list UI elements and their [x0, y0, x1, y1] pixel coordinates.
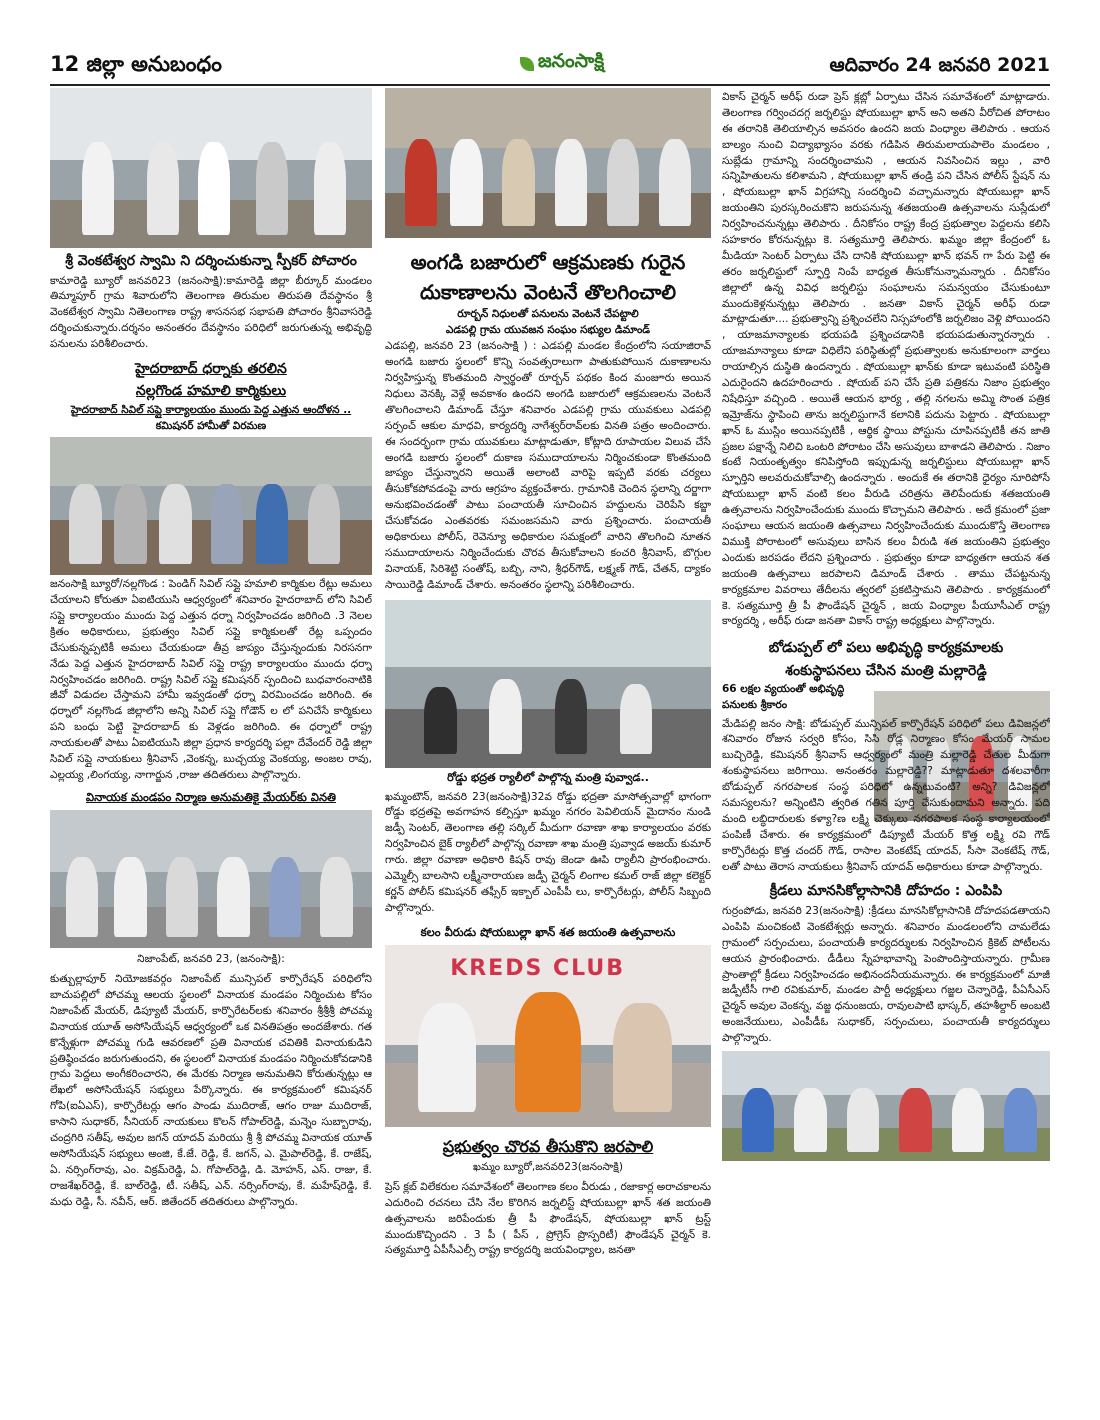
headline-hamali-1: హైదరాబాద్ ధర్నాకు తరలిన — [135, 360, 287, 377]
subhead-angadi-2: ఎడపల్లి గ్రామ యువజన సంఘం సభ్యుల డిమాండ్ — [445, 323, 651, 336]
dateline-vinayaka: నిజాంపేట్, జనవరి 23, (జనంసాక్షి): — [137, 953, 285, 966]
headline-shoaibullah: కలం వీరుడు షోయబుల్లా ఖాన్ శత జయంతి ఉత్సవాలను — [420, 924, 676, 939]
subhead-angadi-1: రూర్బన్ నిధులతో పనులను వెంటనే చేపట్టాలి — [457, 308, 639, 320]
logo-text: జనంసాక్షి — [537, 50, 605, 72]
photo-hamali-dharna — [50, 437, 372, 575]
photo-angadi-bazaar — [385, 88, 711, 238]
article-vinayaka-mandapam: కుత్బుల్లాపూర్ నియోజకవర్గం నిజాంపేట్ మున్సిపల్ కార్పొరేషన్ పరిధిలోని బాచుపల్లిలో పోచమ్మ ఆలయ స్థలంలో వినాయక మండపం నిర్మించుట కోసం నిజాంపేట్ మేయర్, డిప్యూటీ మేయర్, కార్పొరేటర్‌లకు శనివారం శ్రీశ్రీశ్రీ పోచమ్మ వినాయక యూత్ అసోసియేషన్ ఆధ్వర్యంలో ఒక వినతిపత్రం అందజేశారు. గత కొన్నేళ్లుగా పోచమ్మ గుడి ఆవరణలో ప్రతి వినాయక చవితికి వినాయకుడిని ప్రతిష్ఠించడం జరుగుతుందని, ఈ స్థలంలో వినాయక మండపం నిర్మించుకోవడానికి గ్రామ పెద్దలు అంగీకరించారని, ఈ మేరకు నిర్మాణ అనుమతిని కోరుతున్నట్లు ఆ లేఖలో అసోసియేషన్ సభ్యులు పేర్కొన్నారు. ఈ కార్యక్రమంలో కమిషనర్ గోపి(ఐఏఎస్), కార్పొరేటర్లు ఆగం పాండు ముదిరాజ్, ఆగం రాజు ముదిరాజ్, కాసాని సుధాకర్, సీనియర్ నాయకులు కొలన్ గోపాల్‌రెడ్డి, మన్నెం సుబ్బారావు, చంద్రగిరి సతీష్, అవుల జగన్ యాదవ్ మరియు శ్రీ శ్రీ పోచమ్మ వినాయక యూత్ అసోసియేషన్ సభ్యులు అంజి, కే.జే. రెడ్డి, కే. జగన్, ఎ. మైపాల్‌రెడ్డి, కే. రాజేష్, ఏ. నర్సింగ్‌రావు, ఎం. విక్రమ్‌రెడ్డి, ఏ. గోపాల్‌రెడ్డి, డి. మోహన్, ఎస్. రాజు, కే. రాజశేఖర్‌రెడ్డి, కే. బాల్‌రెడ్డి, టీ. సతీష్, ఎన్. నర్సింగ్‌రావు, కే. మహేష్‌రెడ్డి, కే. మధు రెడ్డి, సీ. నవీన్, ఆర్. జితేందర్ తదితరులు పాల్గొన్నారు. — [50, 973, 372, 1208]
article-shoaibullah: ప్రెస్ క్లబ్ విలేకరుల సమావేశంలో తెలంగాణ కలం వీరుడు , రజాకార్ల అరాచకాలను ఎదురించి రచనలు చేసి నేల కొరిగిన జర్నలిస్ట్ షోయబుల్లా ఖాన్ శత జయంతి ఉత్సవాలను జరిపేందుకు త్రీ పీ ఫౌండేషన్, షోయబుల్లా ఖాన్ ట్రస్ట్ ముందుకొచ్చిందని . 3 పీ ( పీస్ , ప్రోగ్రెస్ ప్రొస్పరిటీ) ఫౌండేషన్ చైర్మన్ కె. సత్యమూర్తి ఏపీసీఎల్సీ రాష్ట్ర కార్యదర్శి జయవింధ్యాల, జనతా — [385, 1180, 711, 1257]
headline-hamali-2: నల్లగొండ హమాలి కార్మికులు — [135, 383, 287, 400]
article-shoaibullah-continued: వికాస్ చైర్మన్ అరీఫ్ రుడా ప్రెస్ క్లబ్లో ఏర్పాటు చేసిన సమావేశంలో మాట్లాడారు. తెలంగాణ గర్వించదగ్గ జర్నలిస్టు షోయబుల్లా ఖాన్ అని అతని వీరోచిత పోరాటం ఈ తరానికి తెలియాల్సిన అవసరం ఉందని జయ వింధ్యాల తెలిపారు . ఆయన బాల్యం నుంచి విద్యాభ్యాసం వరకు గడిపిన తిరుమలాయపాలెం మండలం , సుబ్లేడు గ్రామాన్ని సందర్శించామని , ఆయన నివసించిన ఇల్లు , వారి సన్నిహితులను కలిశామని , షోయబుల్లా ఖాన్ తండ్రి పని చేసిన పోలీస్ స్టేషన్ ను , షోయబుల్లా ఖాన్ విగ్రహాన్ని సందర్శించి వచ్చామన్నారు షోయబుల్లా ఖాన్ జయంతిని పురస్కరించుకొని జరుపనున్న శతజయంతి ఉత్సవాలను సుస్లేడులో నిర్వహించనున్నట్లు తెలిపారు . దీనికోసం రాష్ట్ర కేంద్ర ప్రభుత్వాల పెద్దలను కలిసి సహకారం కోరనున్నట్లు కె. సత్యమూర్తి తెలిపారు. ఖమ్మం జిల్లా కేంద్రంలో ఓ మీడియా సెంటర్ ఏర్పాటు చేసి దానికి షోయబుల్లా ఖాన్ భవన్ గా పేరు పెట్టి ఈ తరం జర్నలిస్టులో స్ఫూర్తి నింపే బాధ్యత తీసుకోనున్నామన్నారు . దీనికోసం జిల్లాలో ఉన్న వివిధ జర్నలిస్టు సంఘాలను సమన్వయం చేసుకుంటూ ముందుకెళ్లనున్నట్లు తెలిపారు . జనతా వికాస్ చైర్మన్ అరీఫ్ రుడా మాట్లాడుతూ.... ప్రభుత్వాన్ని ప్రశ్నించలేని నిస్సహాంలోకి జర్నలిజం వెళ్లి పోయిందని , యాజమాన్యాలకు భయపడి ప్రశ్నించడానికి భయపడుతున్నారన్నారు . యాజమాన్యాలు కూడా విధిలేని పరిస్థితుల్లో ప్రభుత్వాలకు అనుకూలంగా వార్తలు రాయాల్సిన దుస్థితి ఉందన్నారు . షోయబుల్లా ఖాన్‌కు కూడా ఇటువంటి పరిస్థితి ఎదురైందని ఉదహరించారు . షోయబ్ పని చేసే ప్రతి పత్రికను నిజాం ప్రభుత్వం నిషేధిస్తూ వచ్చింది . అయితే ఆయన భార్య , తల్లి నగలను అమ్మి సొంత పత్రిక ఇమ్రోజ్‌ను స్థాపించి తాను జర్నలిస్టుగానే కలానికి పదును పెట్టారు . షోయబుల్లా ఖాన్ ఓ ముస్లిం అయినప్పటికీ , ఆర్థిక స్థాయి పోస్టును చూపినప్పటికీ తన జాతి ప్రజల పక్షాన్నే నిలిచి ఒంటరి పోరాటం చేసి అసువులు బాశాడని తెలిపారు . నిజాం కంటే నియంతృత్వం కనిపిస్తోంది ఇప్పుడున్న జర్నలిస్టులు షోయబుల్లా ఖాన్ స్ఫూర్తిని అలవరుచుకోవాల్సి ఉందన్నారు . అందుకే ఈ తరానికి ధైర్యం నూరిపోసే షోయబుల్లా ఖాన్ వంటి కలం వీరుడి చరిత్రను తెలిపేందుకు శతజయంతి ఉత్సవాలను నిర్వహించేందుకు ముందు కొచ్చామని తెలిపారు . అదే క్రమంలో ప్రజా సంఘాలు ఆయన జయంతి ఉత్సవాలు నిర్వహించేందుకు ముందుకొస్తే తెలంగాణ విముక్తి పోరాటంలో అసువులు బాసిన కలం వీరుడి శత జయంతిని ప్రభుత్వం ఎందుకు జరపడం లేదని ప్రశ్నించారు . ప్రభుత్వం కూడా బాధ్యతగా ఆయన శత జయంతి ఉత్సవాలు జరపాలని డిమాండ్ చేశారు . తాము చేపట్టనున్న కార్యక్రమాల వివరాలు తేదీలను త్వరలో ప్రకటిస్తామని తెలిపారు . కార్యక్రమంలో కె. సత్యమూర్తి త్రీ పీ ఫౌండేషన్ చైర్మన్ , జయ వింధ్యాల పీయూసీఎల్ రాష్ట్ర కార్యదర్శి , అరీఫ్ రుడా జనతా వికాస్ రాష్ట్ర అధ్యక్షులు పాల్గొన్నారు. — [722, 91, 1050, 628]
column-3 — [722, 88, 1050, 1408]
press-club-banner-text: KREDS CLUB — [450, 955, 625, 981]
masthead-logo — [502, 50, 622, 80]
headline-sports: క్రీడలు మానసికోల్లాసానికి దోహదం : ఎంపిపి — [769, 883, 1003, 900]
photo-vinayaka-petition — [50, 810, 372, 948]
headline-government-initiative: ప్రభుత్వం చొరవ తీసుకొని జరపాలి — [442, 1137, 654, 1157]
page-header — [50, 50, 1050, 86]
headline-speaker-temple: శ్రీ వెంకటేశ్వర స్వామి ని దర్శించుకున్నా స్పీకర్ పోచారం — [65, 253, 357, 269]
page-section-title: 12 జిల్లా అనుబంధం — [50, 52, 222, 76]
article-hamali-dharna: జనంసాక్షి బ్యూరో/నల్లగొండ : పెండిగ్ సివిల్ సప్లై హమాలి కార్మికుల రేట్లు అమలు చేయాలని కోరుతూ ఏఐటియుసి ఆధ్వర్యంలో శనివారం హైదరాబాద్ లోని సివిల్ సప్లై కార్యాలయం ముందు పెద్ద ఎత్తున ధర్నా నిర్వహించడం జరిగింది .3 నెలల క్రితం అధికారులు, ప్రభుత్వం సివిల్ సప్లై కార్మికులతో రేట్ల ఒప్పందం చేసుకున్నప్పటికీ అమలు చేయకుండా తీవ్ర జాప్యం చేస్తున్నందుకు నిరసనగా నేడు పెద్ద ఎత్తున హైదరాబాద్ సివిల్ సప్లై రాష్ట్ర కార్యాలయం ముందు ధర్నా నిర్వహించడం జరిగింది. రాష్ట్ర సివిల్ సప్లై కమిషనర్ స్పందించి బుధవారంనాటికి జీవో విడుదల చేస్తామని హామీ ఇవ్వడంతో ధర్నా విరమించడం జరిగింది. ఈ ధర్నాలో నల్లగొండ జిల్లాలోని అన్ని సివిల్ సప్లై గోడౌన్ ల లో పనిచేసే కార్మికులు పని బంధు పెట్టి హైదరాబాద్ కు వెళ్లడం జరిగింది. ఈ ధర్నాలో రాష్ట్ర నాయకులతో పాటు ఏఐటియుసి జిల్లా ప్రధాన కార్యదర్శి పల్లా దేవేందర్ రెడ్డి జిల్లా సివిల్ సప్లై నాయకులు శ్రీనివాస్ ,వెంకన్న, బుచ్చయ్య వెంకయ్య, అంజల రావు, ఎల్లయ్య ,లింగయ్య, నాగార్జున ,రాజు తదితరులు పాల్గొన్నారు. — [50, 578, 372, 781]
article-sports: గుర్రంపోడు, జనవరి 23(జనంసాక్షి) :క్రీడలు మానసికోల్లాసానికి దోహదపడతాయని ఎంపిపి మంచికంటి వెంకటేశ్వర్లు అన్నారు. శనివారం మండలంలోని చామలేడు గ్రామంలో సర్పంచులు, పంచాయతీ కార్యదర్శులకు నిర్వహించిన క్రికెట్ పోటీలను ఆయన ప్రారంభించారు. డీడీలు స్నేహభావాన్ని పెంపొందిస్తాయన్నారు. గ్రామీణ ప్రాంతాల్లో క్రీడలు నిర్వహించడం అభినందనీయమన్నారు. ఈ కార్యక్రమంలో మాజీ జడ్పీటీసీ గాలి రవికుమార్, మండల పార్టీ అధ్యక్షులు గజ్జల చెన్నారెడ్డి, పీఏసీఎస్ చైర్మన్ అవుల వెంకన్న, వజ్జ ధనుంజయ, రావులపాటి భాస్కర్, తహశీల్దార్ అంబటి అంజనేయులు, ఎంపీడీఓ సుధాకర్, సర్పంచులు, పంచాయతీ కార్యదర్శులు పాల్గొన్నారు. — [722, 904, 1050, 1045]
article-boduppal: మేడిపల్లి జనం సాక్షి: బోడుప్పల్ మున్సిపల్ కార్పొరేషన్ పరిధిలో పలు డివిజన్లలో శనివారం రోజున సర్వరి కోసం, సిసి రోడ్ల నిర్మాణం కోసం మేయర్ సామల బుచ్చిరెడ్డి, కమిషనర్ శ్రీనివాస్ ఆధ్వర్యంలో మంత్రి మల్లారెడ్డి చేతుల మీదుగా శంకుస్థాపనలు జరిగాయి. అనంతరం మల్లారెడ్డి?? మాట్లాడుతూ దశలవారీగా బోడుప్పల్ నగరపాలక సంస్థ పరిధిలో ఉన్నటువంటి? అన్ని? డివిజన్లలో సమస్యలను? అన్నింటిని త్వరిత గతిన పూర్తి చేసుకుందామని అన్నారు. పది మంది లబ్ధిదారులకు కళ్యా?ణ లక్ష్మి చెక్కులు నగరపాలక సంస్థ కార్యాలయంలో పంపిణీ చేశారు. ఈ కార్యక్రమంలో డిప్యూటీ మేయర్ కొత్త లక్ష్మి రవి గౌడ్ కార్పొరేటర్లు కొత్త చందర్ గౌడ్, రాసాల వెంకటేష్ యాదవ్, సీసా వెంకటేష్ గౌడ్, లతో పాటు తెరాస నాయకులు శ్రీనివాస్ యాదవ్ అధికారులు కూడా పాల్గొన్నారు. — [722, 717, 1050, 873]
subhead-hamali-1: హైదరాబాద్ సివిల్ సప్లై కార్యాలయం ముందు పెద్ద ఎత్తున ఆందోళన .. — [70, 403, 352, 416]
column-2 — [385, 88, 711, 1408]
dateline-khammam: ఖమ్మం బ్యూరో,జనవరి23(జనంసాక్షి) — [473, 1161, 623, 1174]
photo-press-club-meet — [385, 945, 711, 1127]
headline-boduppal-1: బోడుప్పల్ లో పలు అభివృద్ధి కార్యక్రమాలకు — [768, 640, 1004, 657]
subhead-boduppal-1: 66 లక్షల వ్యయంతో అభివృద్ధి — [722, 683, 845, 696]
photo-speaker-temple-visit — [50, 88, 372, 248]
headline-angadi-1: అంగడి బజారులో ఆక్రమణకు గురైన — [410, 250, 686, 274]
headline-angadi-2: దుకాణాలను వెంటనే తొలగించాలి — [419, 280, 677, 304]
article-speaker-temple: కామారెడ్డి బ్యూరో జనవరి23 (జనంసాక్షి):కామారెడ్డి జిల్లా బీర్కూర్ మండలం తిమ్మాపూర్ గ్రామ శివారులోని తెలంగాణ తిరుమల తిరుపతి దేవస్థానం శ్రీ వెంకటేశ్వర స్వామి నితెలంగాణ రాష్ట్ర శాసనసభ సభాపతి పోచారం శ్రీనివాసరెడ్డి దర్శించుకున్నారు.దర్శనం అనంతరం దేవస్థానం పరిధిలో జరుగుతున్న అభివృద్ధి పనులను పరిశీలించారు. — [50, 274, 372, 351]
headline-boduppal-2: శంకుస్థాపనలు చేసిన మంత్రి మల్లారెడ్డి — [785, 662, 987, 679]
photo-cricket-inauguration — [722, 1051, 1050, 1161]
issue-date: ఆదివారం 24 జనవరి 2021 — [829, 54, 1050, 76]
leaf-icon — [520, 57, 534, 71]
headline-vinayaka-mandapam: వినాయక మండపం నిర్మాణ అనుమతికై మేయర్‌కు వినతి — [85, 789, 337, 804]
subhead-boduppal-2: పనులకు శ్రీకారం — [722, 698, 788, 711]
column-1 — [50, 88, 372, 1408]
article-road-safety: ఖమ్మంటౌన్, జనవరి 23(జనంసాక్షి)32వ రోడ్డు భద్రతా మాసోత్సవాల్లో భాగంగా రోడ్డు భద్రతపై అవగాహన కల్పిస్తూ ఖమ్మం నగరం పెవిలియన్ మైదానం నుండి జడ్పీ సెంటర్, తెలంగాణ తల్లి సర్కిల్ మీదుగా రవాణా శాఖ కార్యాలయం వరకు నిర్వహించిన బైక్ ర్యాలీలో పాల్గొన్న రవాణా శాఖ మంత్రి పువ్వాడ అజయ్ కుమార్ గారు. జిల్లా రవాణా అధికారి కిషన్ రావు జెండా ఊపి ర్యాలీని ప్రారంభించారు. ఎమ్మెల్సీ బాలసాని లక్ష్మీనారాయణ జడ్పీ చైర్మన్ లింగాల కమల్ రాజ్ జిల్లా కలెక్టర్ కర్ణన్ పోలీస్ కమిషనర్ తఫ్సీర్ ఇక్బాల్ ఎంపీపీ లు, కార్పొరేటర్లు, పోలీస్ సిబ్బంది పాల్గొన్నారు. — [385, 790, 711, 914]
subhead-hamali-2: కమిషనర్ హామీతో విరమణ — [155, 419, 267, 432]
photo-road-safety-rally — [385, 600, 711, 768]
article-angadi-bazaar: ఎడపల్లి, జనవరి 23 (జనంసాక్షి ) : ఎడపల్లి మండల కేంద్రంలోని సయాజిరావ్ అంగడి బజారు స్థలంలో కొన్ని సంవత్సరాలుగా పాతుకుపోయిన దుకాణాలను నిర్వహిస్తున్న కొంతమంది స్వార్థంతో రూర్బన్ పథకం కింద మంజూరు అయిన నిధులు వెనక్కి వెళ్లే అవకాశం ఉందని అంగడి బజారులో ఆక్రమణలను వెంటనే తొలగించాలని డిమాండ్ చేస్తూ శనివారం ఎడపల్లి గ్రామ యువకులు ఎడపల్లి సర్పంచ్ ఆకుల మాధవి, కార్యదర్శి నాగేశ్వర్‌రావ్‌లకు వినతి పత్రం అందించారు. ఈ సందర్భంగా గ్రామ యువకులు మాట్లాడుతూ, కోట్లాది రూపాయల విలువ చేసే అంగడి బజారు స్థలంలో దుకాణ సముదాయాలను నిర్మించకుండా కొంతమంది జాప్యం చేస్తున్నారని అయితే అలాంటి వారిపై ఇప్పటి వరకు చర్యలు తీసుకోకపోవడంపై వారు ఆగ్రహం వ్యక్తంచేశారు. గ్రామానికి చెందిన స్థలాన్ని దర్జాగా అనుభవించడంతో పాటు పంచాయతీ సూచించిన హద్దులను చెరిపేసి కబ్జా చేసుకోవడం ఎంతవరకు సమంజసమని వారు ప్రశ్నించారు. పంచాయతీ అధికారులు పోలీస్, రెవెన్యూ అధికారుల సమక్షంలో వారిని తొలగించి నూతన సముదాయాలను నిర్మించేందుకు చొరవ తీసుకోవాలని కంచరి శ్రీనివాస్, బొగ్గుల వినాయక్, సిరిశెట్టి సంతోష్, బబ్బి, నాని, శ్రీధర్‌గౌడ్, లక్ష్మణ్ గౌడ్, చేతన్, ద్యాకం సాయిరెడ్డి డిమాండ్ చేశారు. అనంతరం స్థలాన్ని పరిశీలించారు. — [385, 340, 711, 591]
caption-road-safety: రోడ్డు భద్రత ర్యాలీలో పాల్గొన్న మంత్రి పువ్వాడ.. — [447, 770, 649, 784]
